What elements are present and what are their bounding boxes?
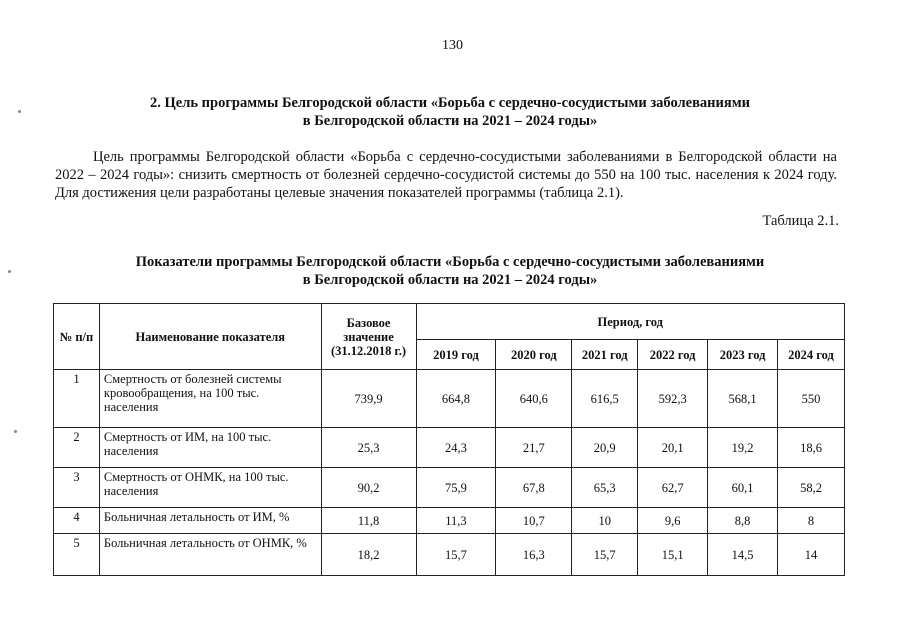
row-value: 664,8 — [416, 370, 496, 428]
row-value: 19,2 — [708, 428, 778, 468]
header-year: 2019 год — [416, 340, 496, 370]
scan-speck — [14, 430, 17, 433]
row-num: 4 — [54, 508, 100, 534]
row-name: Смертность от ОНМК, на 100 тыс. населения — [99, 468, 321, 508]
row-value: 550 — [778, 370, 845, 428]
row-base: 90,2 — [321, 468, 416, 508]
row-value: 20,9 — [572, 428, 638, 468]
row-num: 2 — [54, 428, 100, 468]
row-value: 8,8 — [708, 508, 778, 534]
row-value: 62,7 — [638, 468, 708, 508]
header-name: Наименование показателя — [99, 304, 321, 370]
row-num: 3 — [54, 468, 100, 508]
row-value: 15,7 — [572, 534, 638, 576]
row-value: 14,5 — [708, 534, 778, 576]
header-year: 2023 год — [708, 340, 778, 370]
header-year: 2024 год — [778, 340, 845, 370]
row-value: 24,3 — [416, 428, 496, 468]
row-base: 11,8 — [321, 508, 416, 534]
row-name: Больничная летальность от ИМ, % — [99, 508, 321, 534]
row-value: 10 — [572, 508, 638, 534]
row-num: 5 — [54, 534, 100, 576]
row-value: 15,7 — [416, 534, 496, 576]
row-value: 60,1 — [708, 468, 778, 508]
row-name: Больничная летальность от ОНМК, % — [99, 534, 321, 576]
row-value: 18,6 — [778, 428, 845, 468]
row-value: 20,1 — [638, 428, 708, 468]
table-row — [54, 370, 845, 428]
row-name: Смертность от ИМ, на 100 тыс. населения — [99, 428, 321, 468]
row-value: 616,5 — [572, 370, 638, 428]
page-number: 130 — [442, 38, 463, 53]
row-base: 739,9 — [321, 370, 416, 428]
row-value: 67,8 — [496, 468, 572, 508]
goal-paragraph: Цель программы Белгородской области «Борьба с сердечно-сосудистыми заболеваниями в Белгородской области на 2022 – 2024 годы»: снизить смертность от болезней сердечно-сосудистой системы до 550 на 100 тыс. населения к 2024 году. Для достижения цели разработаны целевые значения показателей программы (таблица 2.1). — [55, 149, 837, 201]
row-value: 9,6 — [638, 508, 708, 534]
table-row — [54, 468, 845, 508]
table-row — [54, 428, 845, 468]
row-value: 75,9 — [416, 468, 496, 508]
row-value: 8 — [778, 508, 845, 534]
row-base: 25,3 — [321, 428, 416, 468]
row-value: 14 — [778, 534, 845, 576]
header-year: 2021 год — [572, 340, 638, 370]
row-base: 18,2 — [321, 534, 416, 576]
row-value: 592,3 — [638, 370, 708, 428]
header-year: 2022 год — [638, 340, 708, 370]
row-value: 11,3 — [416, 508, 496, 534]
table-title — [60, 253, 840, 289]
scan-speck — [18, 110, 21, 113]
section-heading — [60, 94, 840, 130]
row-value: 65,3 — [572, 468, 638, 508]
header-period: Период, год — [416, 304, 844, 340]
row-num: 1 — [54, 370, 100, 428]
row-name: Смертность от болезней системы кровообращения, на 100 тыс. населения — [99, 370, 321, 428]
row-value: 640,6 — [496, 370, 572, 428]
section-heading-line1: 2. Цель программы Белгородской области «Борьба с сердечно-сосудистыми заболеваниями — [150, 95, 750, 111]
header-year: 2020 год — [496, 340, 572, 370]
header-base: Базовое значение (31.12.2018 г.) — [321, 304, 416, 370]
row-value: 568,1 — [708, 370, 778, 428]
table-row — [54, 534, 845, 576]
row-value: 58,2 — [778, 468, 845, 508]
table-label: Таблица 2.1. — [762, 213, 839, 229]
row-value: 15,1 — [638, 534, 708, 576]
scan-speck — [8, 270, 11, 273]
table-title-line2: в Белгородской области на 2021 – 2024 годы» — [302, 272, 598, 288]
table-row — [54, 508, 845, 534]
row-value: 21,7 — [496, 428, 572, 468]
header-num: № п/п — [54, 304, 100, 370]
indicators-table — [53, 303, 845, 576]
section-heading-line2: в Белгородской области на 2021 – 2024 годы» — [302, 113, 598, 129]
row-value: 16,3 — [496, 534, 572, 576]
row-value: 10,7 — [496, 508, 572, 534]
table-title-line1: Показатели программы Белгородской области «Борьба с сердечно-сосудистыми заболеваниями — [135, 254, 765, 270]
